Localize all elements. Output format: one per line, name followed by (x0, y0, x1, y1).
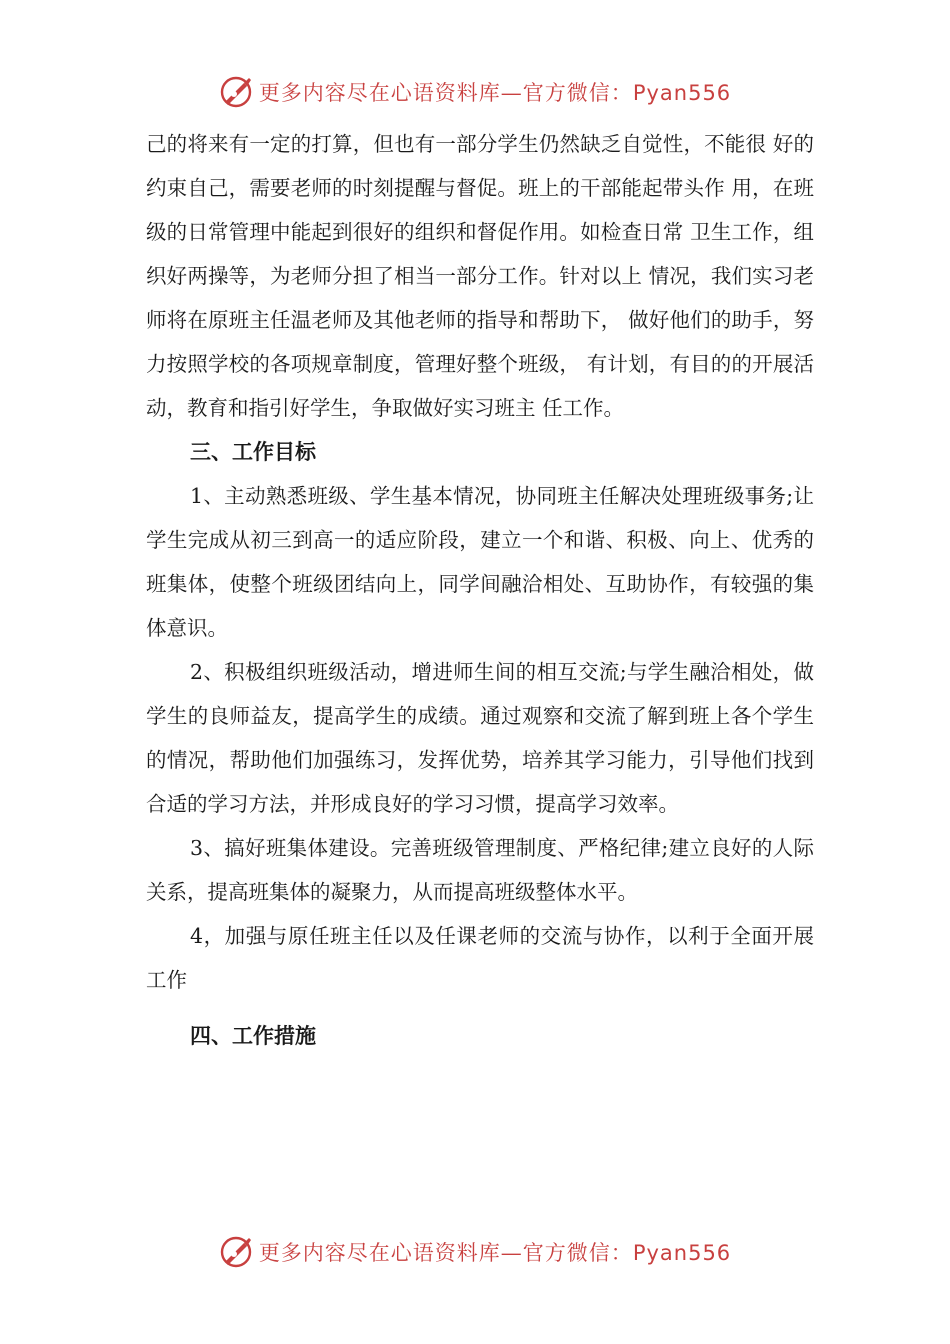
banner-text: 更多内容尽在心语资料库—官方微信：Pyan556 (258, 81, 732, 105)
banner-text: 更多内容尽在心语资料库—官方微信：Pyan556 (258, 1241, 732, 1265)
document-body (146, 122, 814, 1058)
quill-pen-logo-icon (219, 75, 253, 109)
intro-paragraph: 己的将来有一定的打算，但也有一部分学生仍然缺乏自觉性，不能很 好的约束自己，需要老师的时刻提醒与督促。班上的干部能起带头作 用，在班级的日常管理中能起到很好的组织和督促作用。如检查日常 卫生工作，组织好两操等，为老师分担了相当一部分工作。针对以上 情况，我们实习老师将在原班主任温老师及其他老师的指导和帮助下， 做好他们的助手，努力按照学校的各项规章制度，管理好整个班级， 有计划，有目的的开展活动，教育和指引好学生，争取做好实习班主 任工作。 (146, 132, 814, 420)
goal-item-2: 2、积极组织班级活动，增进师生间的相互交流;与学生融洽相处，做学生的良师益友，提高学生的成绩。通过观察和交流了解到班上各个学生的情况，帮助他们加强练习，发挥优势，培养其学习能力，引导他们找到合适的学习方法，并形成良好的学习习惯，提高学习效率。 (146, 660, 814, 816)
goal-item-1: 1、主动熟悉班级、学生基本情况，协同班主任解决处理班级事务;让学生完成从初三到高一的适应阶段，建立一个和谐、积极、向上、优秀的班集体，使整个班级团结向上，同学间融洽相处、互助协作，有较强的集体意识。 (146, 484, 814, 640)
goal-item-3: 3、搞好班集体建设。完善班级管理制度、严格纪律;建立良好的人际关系，提高班集体的凝聚力，从而提高班级整体水平。 (146, 836, 814, 904)
section-heading-4: 四、工作措施 (190, 1024, 316, 1048)
footer-banner (0, 1230, 950, 1274)
goal-item-4: 4，加强与原任班主任以及任课老师的交流与协作，以利于全面开展工作 (146, 924, 814, 992)
section-heading-3: 三、工作目标 (190, 440, 316, 464)
quill-pen-logo-icon (219, 1235, 253, 1269)
header-banner (0, 70, 950, 114)
